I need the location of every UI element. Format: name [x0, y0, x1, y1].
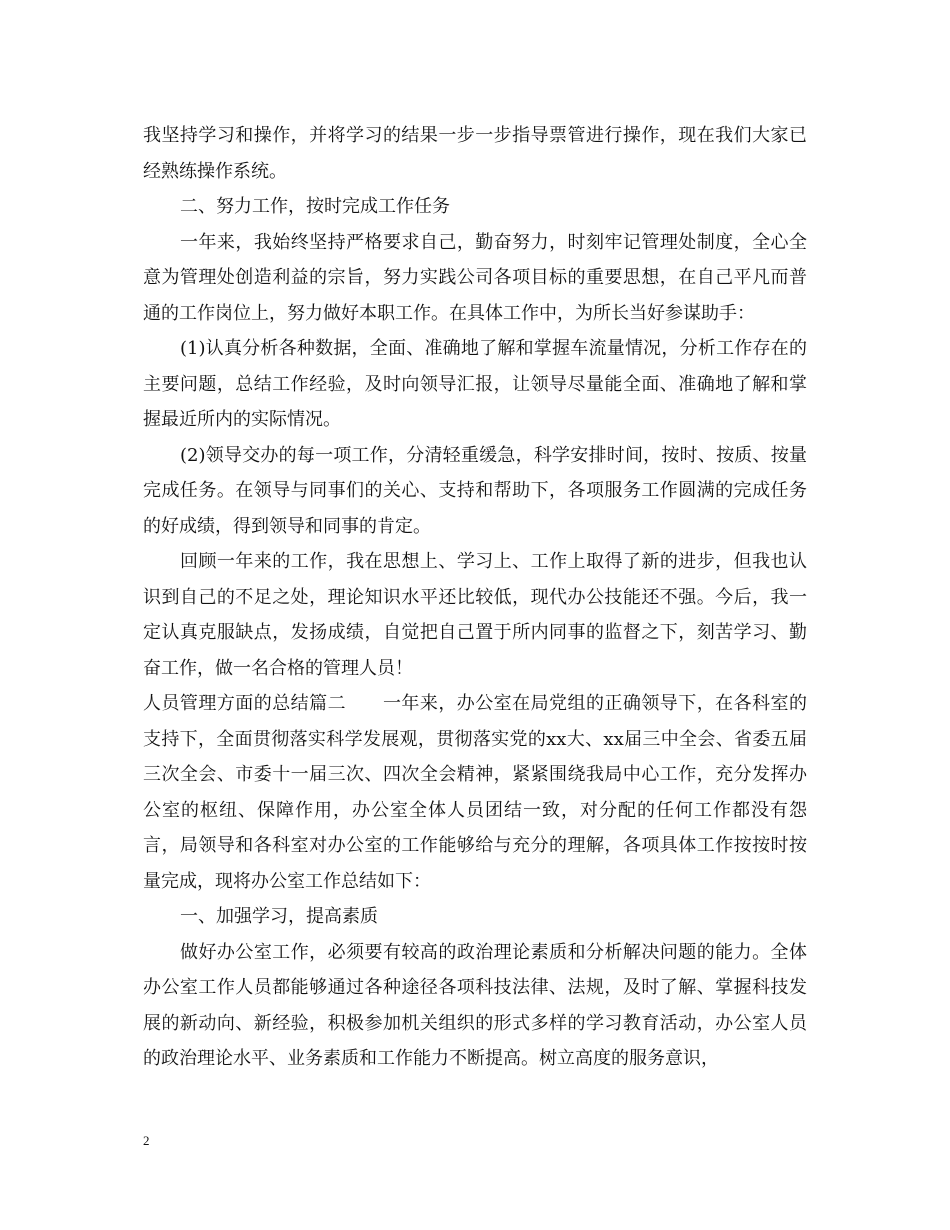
document-body [143, 118, 807, 1077]
paragraph: 我坚持学习和操作，并将学习的结果一步一步指导票管进行操作，现在我们大家已经熟练操作系统。 [143, 125, 807, 182]
page-number: 2 [143, 1133, 150, 1148]
paragraph: 回顾一年来的工作，我在思想上、学习上、工作上取得了新的进步，但我也认识到自己的不足之处，理论知识水平还比较低，现代办公技能还不强。今后，我一定认真克服缺点，发扬成绩，自觉把自己置于所内同事的监督之下，刻苦学习、勤奋工作，做一名合格的管理人员！ [143, 551, 807, 679]
paragraph: 做好办公室工作，必须要有较高的政治理论素质和分析解决问题的能力。全体办公室工作人员都能够通过各种途径各项科技法律、法规，及时了解、掌握科技发展的新动向、新经验，积极参加机关组织的形式多样的学习教育活动，办公室人员的政治理论水平、业务素质和工作能力不断提高。树立高度的服务意识， [143, 941, 807, 1069]
paragraph: 人员管理方面的总结篇二 一年来，办公室在局党组的正确领导下，在各科室的支持下，全面贯彻落实科学发展观，贯彻落实党的xx大、xx届三中全会、省委五届三次全会、市委十一届三次、四次全会精神，紧紧围绕我局中心工作，充分发挥办公室的枢纽、保障作用，办公室全体人员团结一致，对分配的任何工作都没有怨言，局领导和各科室对办公室的工作能够给与充分的理解，各项具体工作按按时按量完成，现将办公室工作总结如下： [143, 693, 807, 892]
list-item: (1)认真分析各种数据，全面、准确地了解和掌握车流量情况，分析工作存在的主要问题，总结工作经验，及时向领导汇报，让领导尽量能全面、准确地了解和掌握最近所内的实际情况。 [143, 338, 807, 430]
paragraph: 一年来，我始终坚持严格要求自己，勤奋努力，时刻牢记管理处制度，全心全意为管理处创造利益的宗旨，努力实践公司各项目标的重要思想，在自己平凡而普通的工作岗位上，努力做好本职工作。在具体工作中，为所长当好参谋助手： [143, 231, 807, 324]
section-heading: 一、加强学习，提高素质 [180, 906, 378, 927]
section-heading: 二、努力工作，按时完成工作任务 [180, 196, 450, 217]
list-item: (2)领导交办的每一项工作，分清轻重缓急，科学安排时间，按时、按质、按量完成任务。在领导与同事们的关心、支持和帮助下，各项服务工作圆满的完成任务的好成绩，得到领导和同事的肯定。 [143, 444, 807, 537]
